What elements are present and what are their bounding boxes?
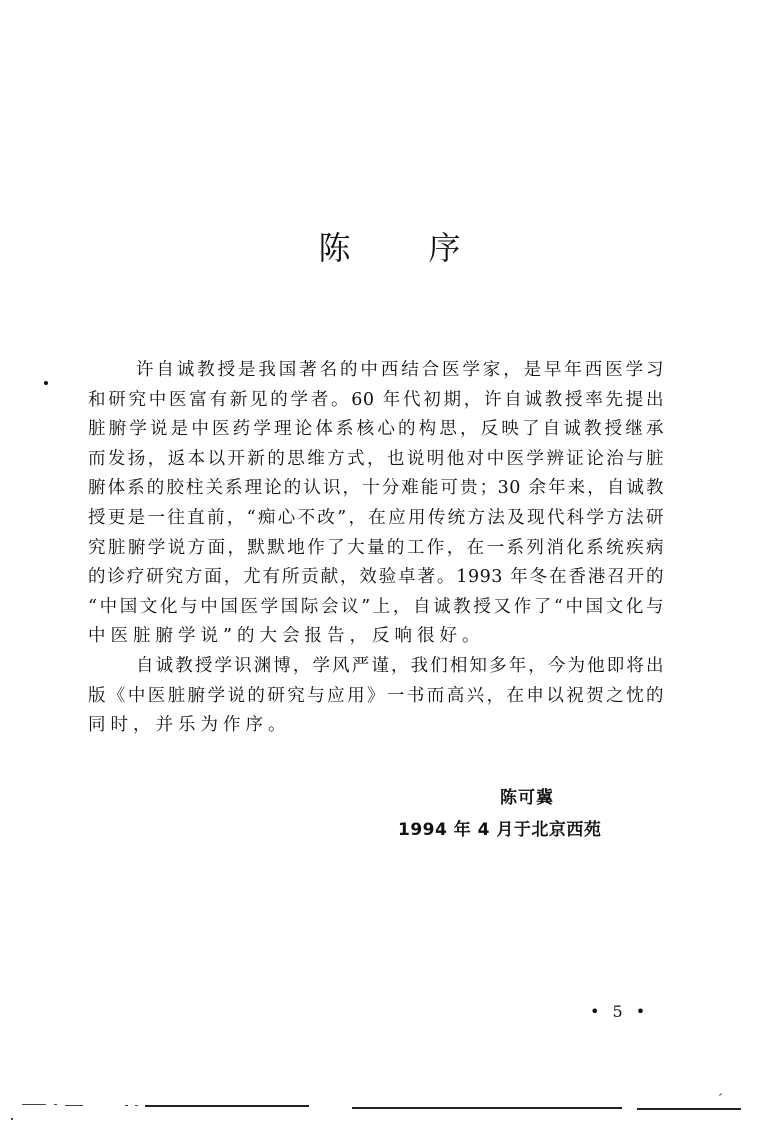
text-line: 版《中医脏腑学说的研究与应用》一书而高兴，在申以祝贺之忱的 [88, 685, 664, 706]
text-line: “中国文化与中国医学国际会议”上，自诚教授又作了“中国文化与 [88, 596, 664, 617]
text-line: 自诚教授学识渊博，学风严谨，我们相知多年，今为他即将出 [136, 655, 664, 676]
text-line: 同时，并乐为作序。 [88, 715, 291, 736]
scan-speck [44, 381, 48, 385]
scan-line [135, 1105, 138, 1106]
scan-line [145, 1105, 309, 1107]
text-line: 中医脏腑学说”的大会报告，反响很好。 [88, 626, 485, 647]
preface-title [0, 226, 777, 270]
text-line: 而发扬，返本以开新的思维方式，也说明他对中医学辨证论治与脏 [88, 448, 664, 469]
text-line: 腑体系的胶柱关系理论的认识，十分难能可贵；30 余年来，自诚教 [88, 478, 664, 499]
text-line: 授更是一往直前，“痴心不改”，在应用传统方法及现代科学方法研 [88, 507, 664, 528]
author-name: 陈可冀 [500, 788, 554, 808]
scan-line [352, 1107, 622, 1109]
text-line: 脏腑学说是中医药学理论体系核心的构思，反映了自诚教授继承 [88, 419, 664, 440]
title-char: 序 [428, 229, 461, 267]
paragraph-1 [88, 356, 664, 652]
scan-line [125, 1105, 128, 1106]
text-line: 和研究中医富有新见的学者。60 年代初期，许自诚教授率先提出 [88, 389, 664, 410]
preface-body [88, 356, 664, 741]
text-line: 究脏腑学说方面，默默地作了大量的工作，在一系列消化系统疾病 [88, 537, 664, 558]
page-number: • 5 • [590, 1002, 650, 1021]
scan-line [22, 1104, 46, 1105]
date-place: 1994 年 4 月于北京西苑 [398, 820, 602, 840]
text-line: 的诊疗研究方面，尤有所贡献，效验卓著。1993 年冬在香港召开的 [88, 567, 664, 588]
scan-line [54, 1104, 57, 1105]
text-line: 许自诚教授是我国著名的中西结合医学家，是早年西医学习 [136, 360, 664, 380]
scan-speck [11, 1118, 13, 1120]
scan-line [65, 1105, 83, 1106]
scan-line [719, 1093, 722, 1096]
title-char: 陈 [318, 229, 351, 267]
scan-line [637, 1108, 741, 1110]
paragraph-2 [88, 652, 664, 741]
